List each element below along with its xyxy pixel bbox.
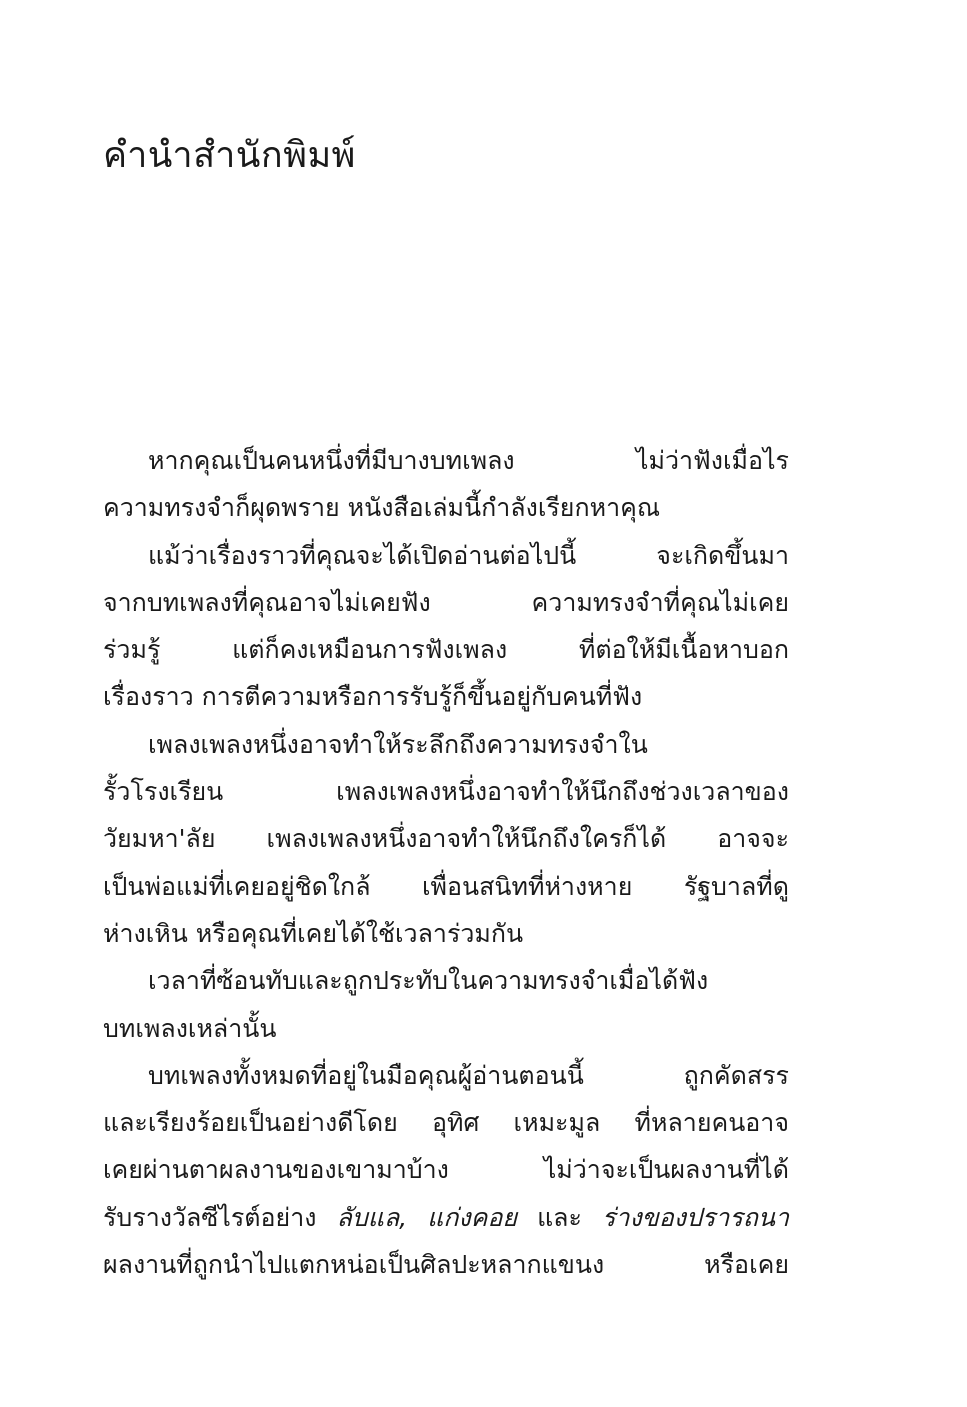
text-line: เคยผ่านตาผลงานของเขามาบ้าง ไม่ว่าจะเป็นผลงานที่ได้: [103, 1155, 789, 1185]
text-line: บทเพลงทั้งหมดที่อยู่ในมือคุณผู้อ่านตอนนี้ ถูกคัดสรร: [148, 1060, 789, 1090]
page-title: คำนำสำนักพิมพ์: [103, 135, 356, 176]
text-line: จากบทเพลงที่คุณอาจไม่เคยฟัง ความทรงจำที่คุณไม่เคย: [103, 587, 789, 617]
text-line-with-titles: [103, 1194, 789, 1241]
foreword-body: [103, 437, 789, 1288]
text-line: ห่างเหิน หรือคุณที่เคยได้ใช้เวลาร่วมกัน: [103, 918, 524, 948]
text-line: วัยมหา'ลัย เพลงเพลงหนึ่งอาจทำให้นึกถึงใครก็ได้ อาจจะ: [103, 824, 789, 854]
text-segment: และ: [517, 1202, 602, 1232]
text-line: เรื่องราว การตีความหรือการรับรู้ก็ขึ้นอยู่กับคนที่ฟัง: [103, 682, 643, 712]
text-line: บทเพลงเหล่านั้น: [103, 1013, 277, 1043]
text-line: เวลาที่ซ้อนทับและถูกประทับในความทรงจำเมื่อได้ฟัง: [148, 966, 709, 996]
text-line: ความทรงจำก็ผุดพราย หนังสือเล่มนี้กำลังเรียกหาคุณ: [103, 493, 661, 523]
text-line: เป็นพ่อแม่ที่เคยอยู่ชิดใกล้ เพื่อนสนิทที่ห่างหาย รัฐบาลที่ดู: [103, 871, 789, 901]
book-title-italic: ร่างของปรารถนา: [602, 1202, 790, 1232]
text-segment: รับรางวัลซีไรต์อย่าง: [103, 1202, 337, 1232]
text-line: แม้ว่าเรื่องราวที่คุณจะได้เปิดอ่านต่อไปนี้ จะเกิดขึ้นมา: [148, 540, 789, 570]
book-title-italic: ลับแล, แก่งคอย: [336, 1202, 517, 1232]
text-line: ผลงานที่ถูกนำไปแตกหน่อเป็นศิลปะหลากแขนง หรือเคย: [103, 1250, 789, 1280]
text-line: และเรียงร้อยเป็นอย่างดีโดย อุทิศ เหมะมูล ที่หลายคนอาจ: [103, 1108, 789, 1138]
text-line: เพลงเพลงหนึ่งอาจทำให้ระลึกถึงความทรงจำใน: [148, 729, 648, 759]
text-line: หากคุณเป็นคนหนึ่งที่มีบางบทเพลง ไม่ว่าฟังเมื่อไร: [148, 446, 789, 475]
text-line: รั้วโรงเรียน เพลงเพลงหนึ่งอาจทำให้นึกถึงช่วงเวลาของ: [103, 777, 789, 807]
text-line: ร่วมรู้ แต่ก็คงเหมือนการฟังเพลง ที่ต่อให้มีเนื้อหาบอก: [103, 635, 789, 665]
